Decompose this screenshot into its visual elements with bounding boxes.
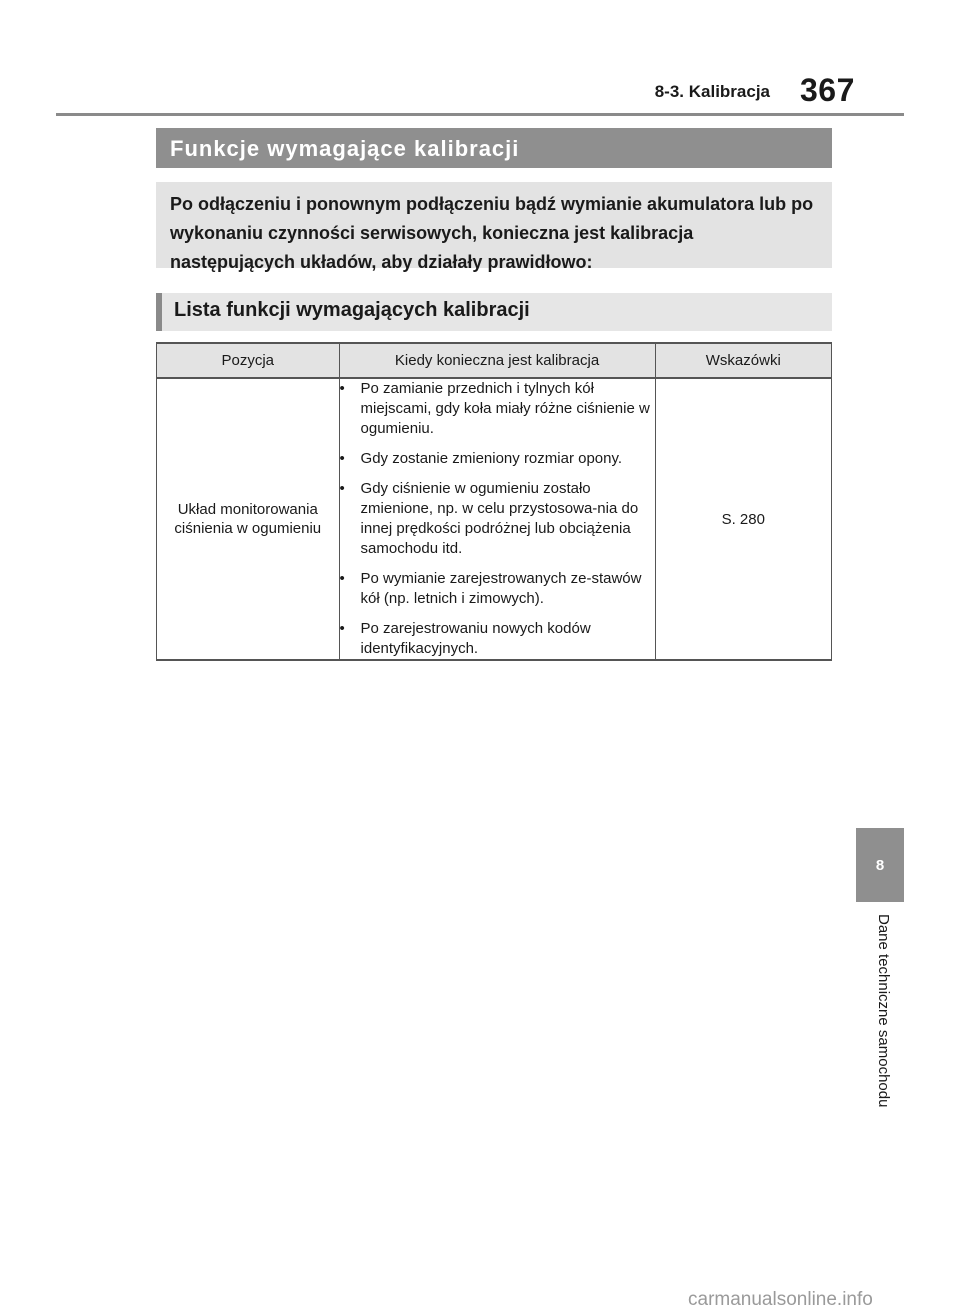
header-hint: Wskazówki (655, 343, 831, 378)
subheading: Lista funkcji wymagających kalibracji (156, 293, 832, 331)
list-item: • Gdy zostanie zmieniony rozmiar opony. (340, 449, 655, 469)
table-row (157, 378, 832, 660)
list-item: • Po zamianie przednich i tylnych kół miejscami, gdy koła miały różne ciśnienie w ogumieniu. (340, 379, 655, 439)
calibration-table (156, 342, 832, 661)
intro-text: Po odłączeniu i ponownym podłączeniu bądź wymianie akumulatora lub po wykonaniu czynności serwisowych, konieczna jest kalibracja następujących układów, aby działały prawidłowo: (156, 182, 832, 268)
when-list (340, 379, 655, 659)
header-when: Kiedy konieczna jest kalibracja (339, 343, 655, 378)
list-item: • Po zarejestrowaniu nowych kodów identyfikacyjnych. (340, 619, 655, 659)
chapter-tab: 8 (856, 828, 904, 902)
cell-when (339, 378, 655, 660)
header-section-title: 8-3. Kalibracja (654, 82, 770, 101)
watermark: carmanualsonline.info (688, 1289, 873, 1310)
chapter-label: Dane techniczne samochodu (875, 914, 892, 1108)
header-divider (56, 113, 904, 116)
table-header-row (157, 343, 832, 378)
header-item: Pozycja (157, 343, 340, 378)
cell-hint: S. 280 (655, 378, 831, 660)
section-title-bar: Funkcje wymagające kalibracji (156, 128, 832, 168)
list-item: • Gdy ciśnienie w ogumieniu zostało zmienione, np. w celu przystosowa-nia do innej prędkości podróżnej lub obciążenia samochodu itd. (340, 479, 655, 559)
page-number: 367 (800, 72, 855, 108)
cell-item: Układ monitorowania ciśnienia w ogumieniu (157, 378, 340, 660)
list-item: • Po wymianie zarejestrowanych ze-stawów kół (np. letnich i zimowych). (340, 569, 655, 609)
